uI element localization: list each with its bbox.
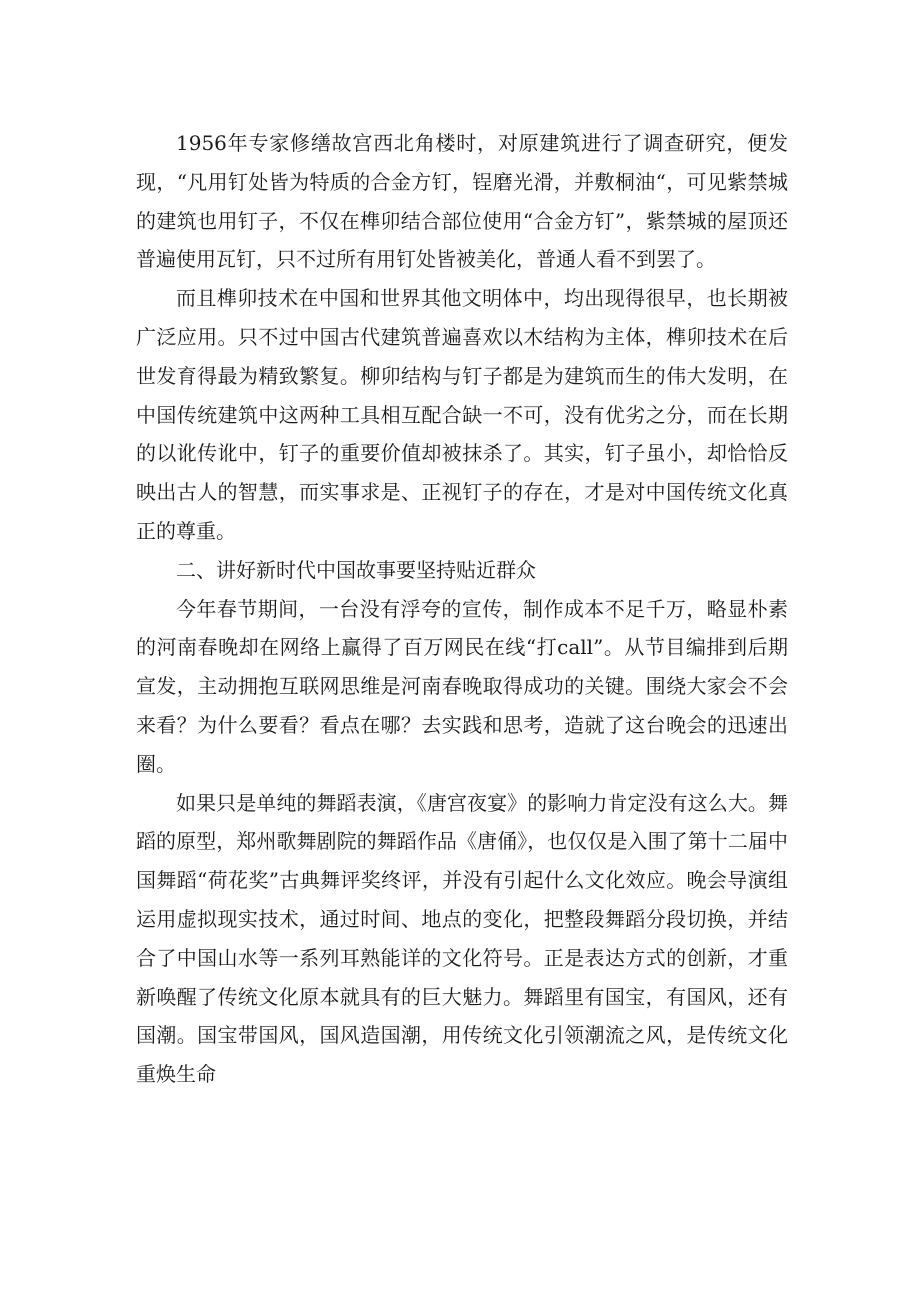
paragraph-3: 今年春节期间，一台没有浮夸的宣传，制作成本不足千万，略显朴素的河南春晚却在网络上赢得了百万网民在线“打call”。从节目编排到后期宣发，主动拥抱互联网思维是河南春晚取得成功的关键。围绕大家会不会来看？为什么要看？看点在哪？去实践和思考，造就了这台晚会的迅速出圈。 bbox=[136, 596, 788, 776]
paragraph-4: 如果只是单纯的舞蹈表演，《唐宫夜宴》的影响力肯定没有这么大。舞蹈的原型，郑州歌舞剧院的舞蹈作品《唐俑》，也仅仅是入围了第十二届中国舞蹈“荷花奖”古典舞评奖终评，并没有引起什么文化效应。晚会导演组运用虚拟现实技术，通过时间、地点的变化，把整段舞蹈分段切换，并结合了中国山水等一系列耳熟能详的文化符号。正是表达方式的创新，才重新唤醒了传统文化原本就具有的巨大魅力。舞蹈里有国宝，有国风，还有国潮。国宝带国风，国风造国潮，用传统文化引领潮流之风，是传统文化重焕生命 bbox=[136, 790, 788, 1087]
section-heading: 二、讲好新时代中国故事要坚持贴近群众 bbox=[176, 557, 536, 582]
paragraph-1: 1956年专家修缮故宫西北角楼时，对原建筑进行了调查研究，便发现，“凡用钉处皆为特质的合金方钉，锃磨光滑，并敷桐油“，可见紫禁城的建筑也用钉子，不仅在榫卯结合部位使用“合金方钉”，紫禁城的屋顶还普遍使用瓦钉，只不过所有用钉处皆被美化，普通人看不到罢了。 bbox=[136, 131, 788, 272]
document-body bbox=[136, 124, 788, 1094]
paragraph-2: 而且榫卯技术在中国和世界其他文明体中，均出现得很早，也长期被广泛应用。只不过中国古代建筑普遍喜欢以木结构为主体，榫卯技术在后世发育得最为精致繁复。柳卯结构与钉子都是为建筑而生的伟大发明，在中国传统建筑中这两种工具相互配合缺一不可，没有优劣之分，而在长期的以讹传讹中，钉子的重要价值却被抹杀了。其实，钉子虽小，却恰恰反映出古人的智慧，而实事求是、正视钉子的存在，才是对中国传统文化真正的尊重。 bbox=[136, 286, 788, 543]
